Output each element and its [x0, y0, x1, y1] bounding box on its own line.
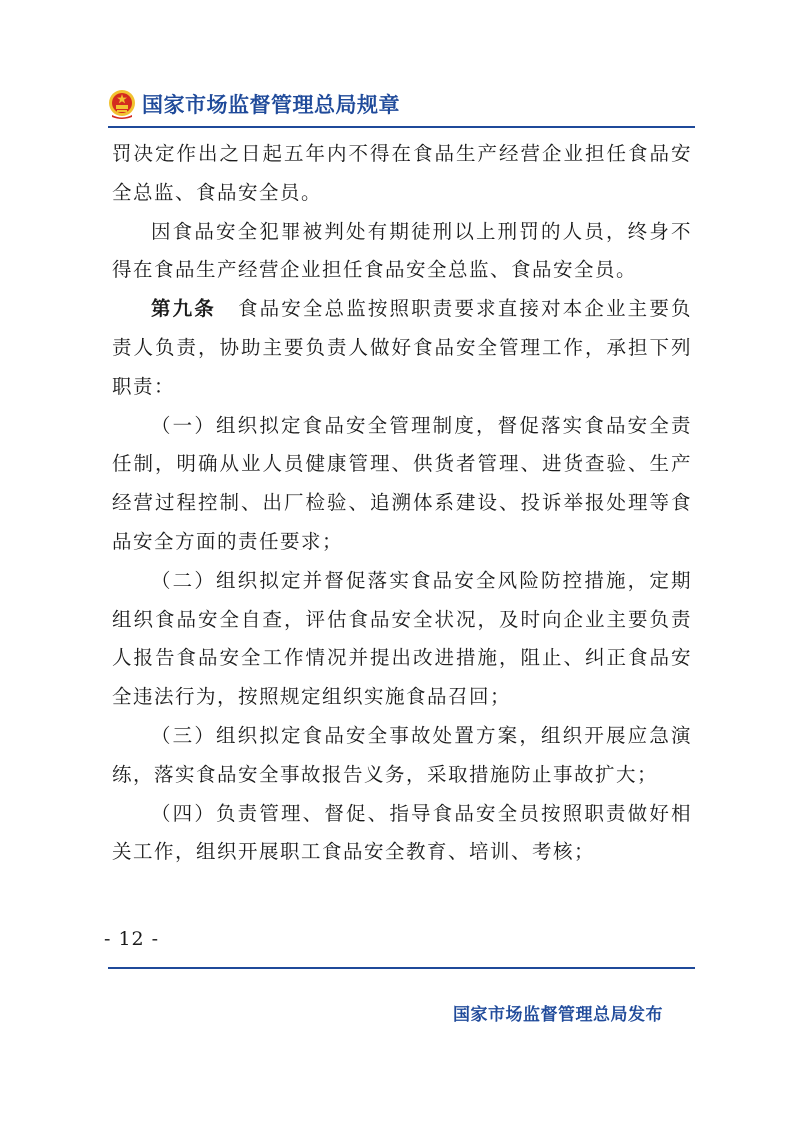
paragraph-2: 因食品安全犯罪被判处有期徒刑以上刑罚的人员，终身不得在食品生产经营企业担任食品安全总监、食品安全员。	[112, 219, 692, 282]
article-number: 第九条	[151, 297, 216, 321]
page-header	[108, 84, 400, 124]
document-body	[112, 135, 692, 872]
duty-item-1: （一）组织拟定食品安全管理制度，督促落实食品安全责任制，明确从业人员健康管理、供货者管理、进货查验、生产经营过程控制、出厂检验、追溯体系建设、投诉举报处理等食品安全方面的责任要求；	[112, 413, 692, 553]
footer-publisher: 国家市场监督管理总局发布	[453, 1005, 663, 1025]
header-title: 国家市场监督管理总局规章	[142, 93, 400, 117]
header-divider	[108, 126, 695, 128]
page-number: - 12 -	[104, 928, 160, 950]
national-emblem-icon	[108, 89, 136, 119]
article-9	[112, 290, 692, 406]
duty-item-4: （四）负责管理、督促、指导食品安全员按照职责做好相关工作，组织开展职工食品安全教育、培训、考核；	[112, 801, 692, 864]
paragraph-1: 罚决定作出之日起五年内不得在食品生产经营企业担任食品安全总监、食品安全员。	[112, 142, 692, 204]
article-9-text: 食品安全总监按照职责要求直接对本企业主要负责人负责，协助主要负责人做好食品安全管理工作，承担下列职责：	[112, 297, 692, 398]
duty-item-2: （二）组织拟定并督促落实食品安全风险防控措施，定期组织食品安全自查，评估食品安全状况，及时向企业主要负责人报告食品安全工作情况并提出改进措施，阻止、纠正食品安全违法行为，按照规定组织实施食品召回；	[112, 568, 692, 709]
duty-item-3: （三）组织拟定食品安全事故处置方案，组织开展应急演练，落实食品安全事故报告义务，采取措施防止事故扩大；	[112, 723, 692, 786]
footer-divider	[108, 967, 695, 969]
